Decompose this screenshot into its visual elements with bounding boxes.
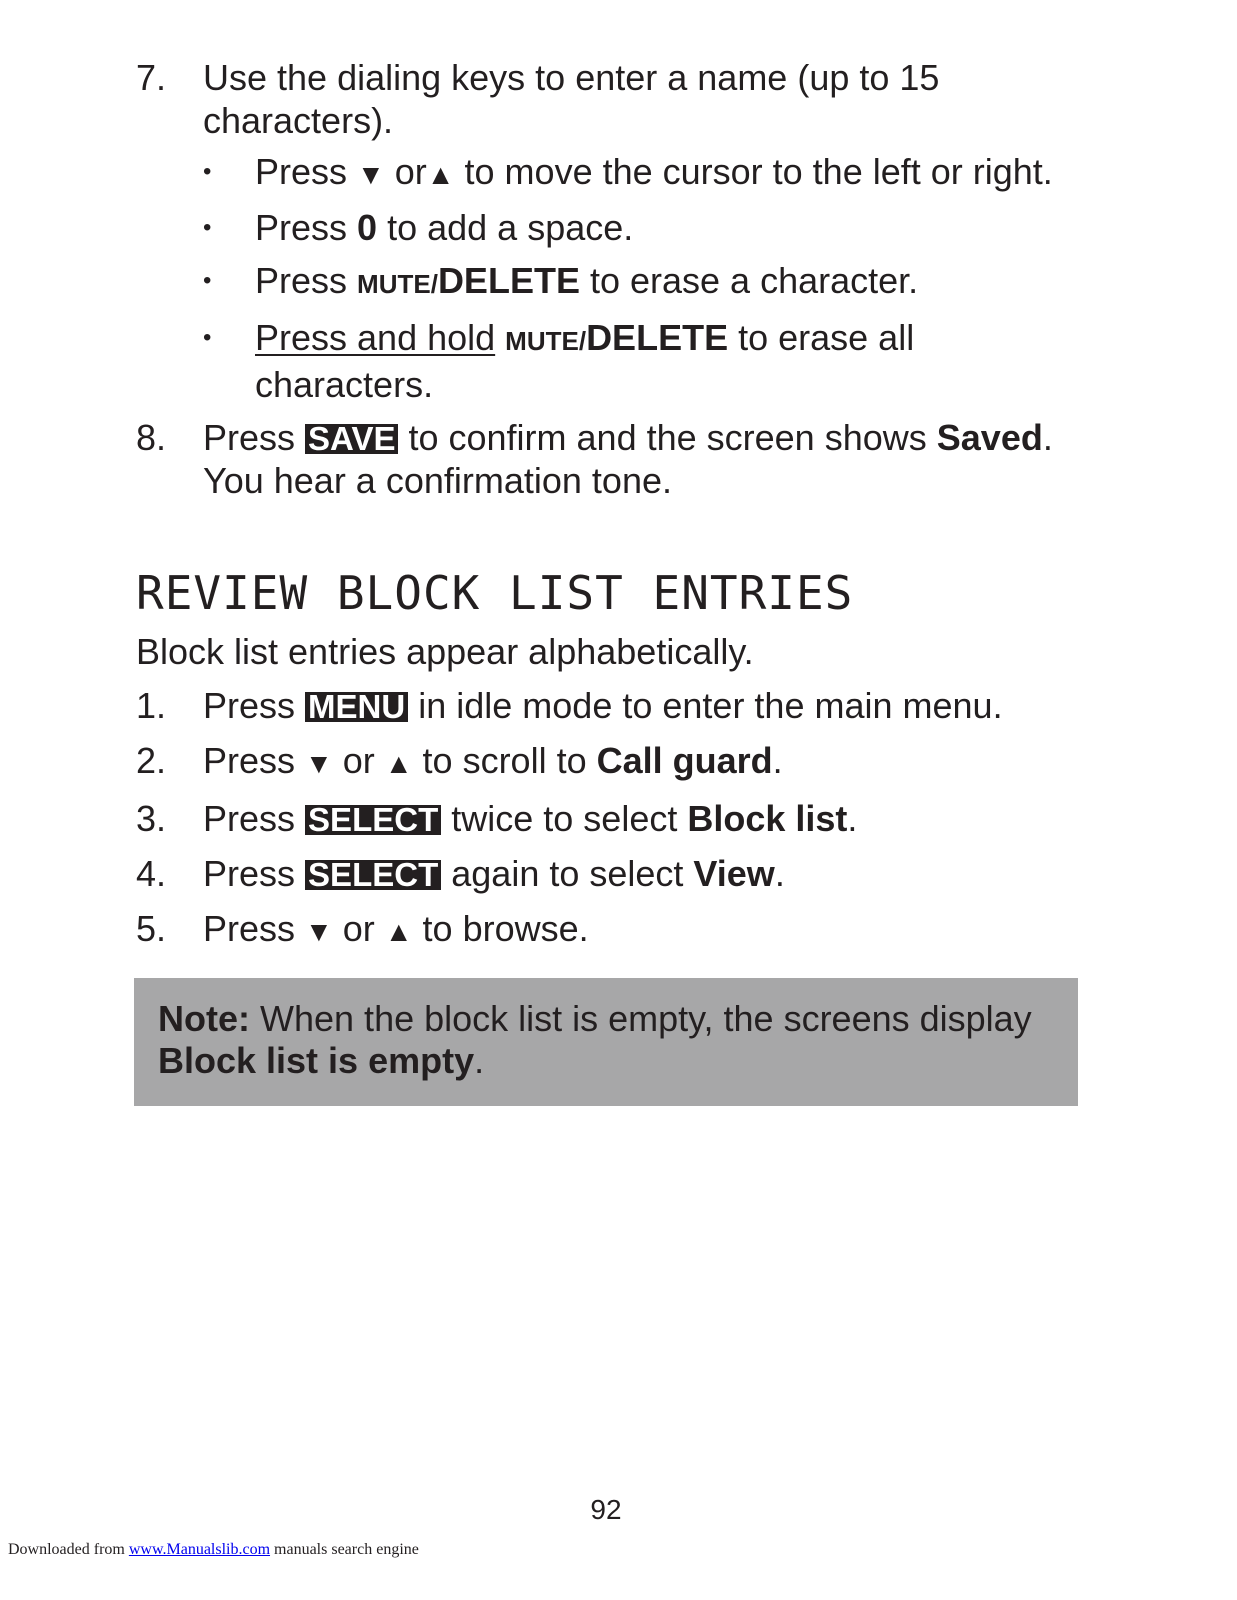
- up-arrow-icon: ▲: [384, 748, 413, 779]
- bullet-item: • Press MUTE/DELETE to erase a character.: [203, 260, 919, 301]
- step-text: Use the dialing keys to enter a name (up to 15 characters).: [203, 57, 940, 141]
- up-arrow-icon: ▲: [426, 159, 455, 190]
- step-text: Press SAVE to confirm and the screen shows Saved. You hear a confirmation tone.: [203, 417, 1053, 501]
- softkey-label: SELECT: [305, 860, 441, 890]
- note-box: Note: When the block list is empty, the screens display Block list is empty.: [134, 978, 1078, 1106]
- footer: Downloaded from www.Manualslib.com manuals search engine: [8, 1541, 419, 1558]
- section-title: REVIEW BLOCK LIST ENTRIES: [136, 566, 854, 620]
- bullet-icon: •: [203, 324, 212, 351]
- step-number: 5.: [136, 908, 167, 949]
- step-number: 8.: [136, 417, 167, 458]
- bullet-list: [203, 150, 1096, 406]
- step-number: 7.: [136, 57, 167, 98]
- section-intro: Block list entries appear alphabetically.: [136, 631, 754, 672]
- review-step-1: 1. Press MENU in idle mode to enter the main menu.: [136, 685, 1003, 726]
- down-arrow-icon: ▼: [357, 159, 385, 190]
- bullet-item: • Press and hold MUTE/DELETE to erase all characters.: [203, 317, 915, 405]
- down-arrow-icon: ▼: [305, 916, 333, 947]
- bullet-icon: •: [203, 214, 212, 241]
- key-label: MUTE/DELETE: [505, 317, 729, 358]
- step-8: [136, 416, 1096, 502]
- page-number: 92: [590, 1494, 622, 1525]
- step-number: 2.: [136, 740, 167, 781]
- review-step-4: 4. Press SELECT again to select View.: [136, 853, 785, 894]
- bullet-icon: •: [203, 158, 212, 185]
- bullet-icon: •: [203, 267, 212, 294]
- step-7: [136, 56, 1096, 406]
- review-step-3: 3. Press SELECT twice to select Block list.: [136, 798, 858, 839]
- softkey-label: SELECT: [305, 805, 441, 835]
- instructions-top: [136, 56, 1096, 502]
- manualslib-link[interactable]: www.Manualslib.com: [128, 1541, 271, 1558]
- note-label: Note:: [158, 998, 250, 1039]
- down-arrow-icon: ▼: [305, 748, 333, 779]
- step-number: 4.: [136, 853, 167, 894]
- review-steps: [136, 684, 1096, 965]
- key-label: MUTE/DELETE: [357, 260, 580, 301]
- key-label: 0: [357, 207, 378, 248]
- softkey-label: MENU: [305, 692, 408, 722]
- up-arrow-icon: ▲: [384, 916, 413, 947]
- softkey-label: SAVE: [305, 424, 398, 454]
- bullet-item: • Press 0 to add a space.: [203, 207, 634, 248]
- review-step-5: 5. Press ▼ or ▲ to browse.: [136, 907, 1096, 953]
- step-number: 1.: [136, 685, 167, 726]
- review-step-2: 2. Press ▼ or ▲ to scroll to Call guard.: [136, 739, 1096, 785]
- bullet-item: • Press ▼ or▲ to move the cursor to the left or right.: [203, 150, 1096, 196]
- step-number: 3.: [136, 798, 167, 839]
